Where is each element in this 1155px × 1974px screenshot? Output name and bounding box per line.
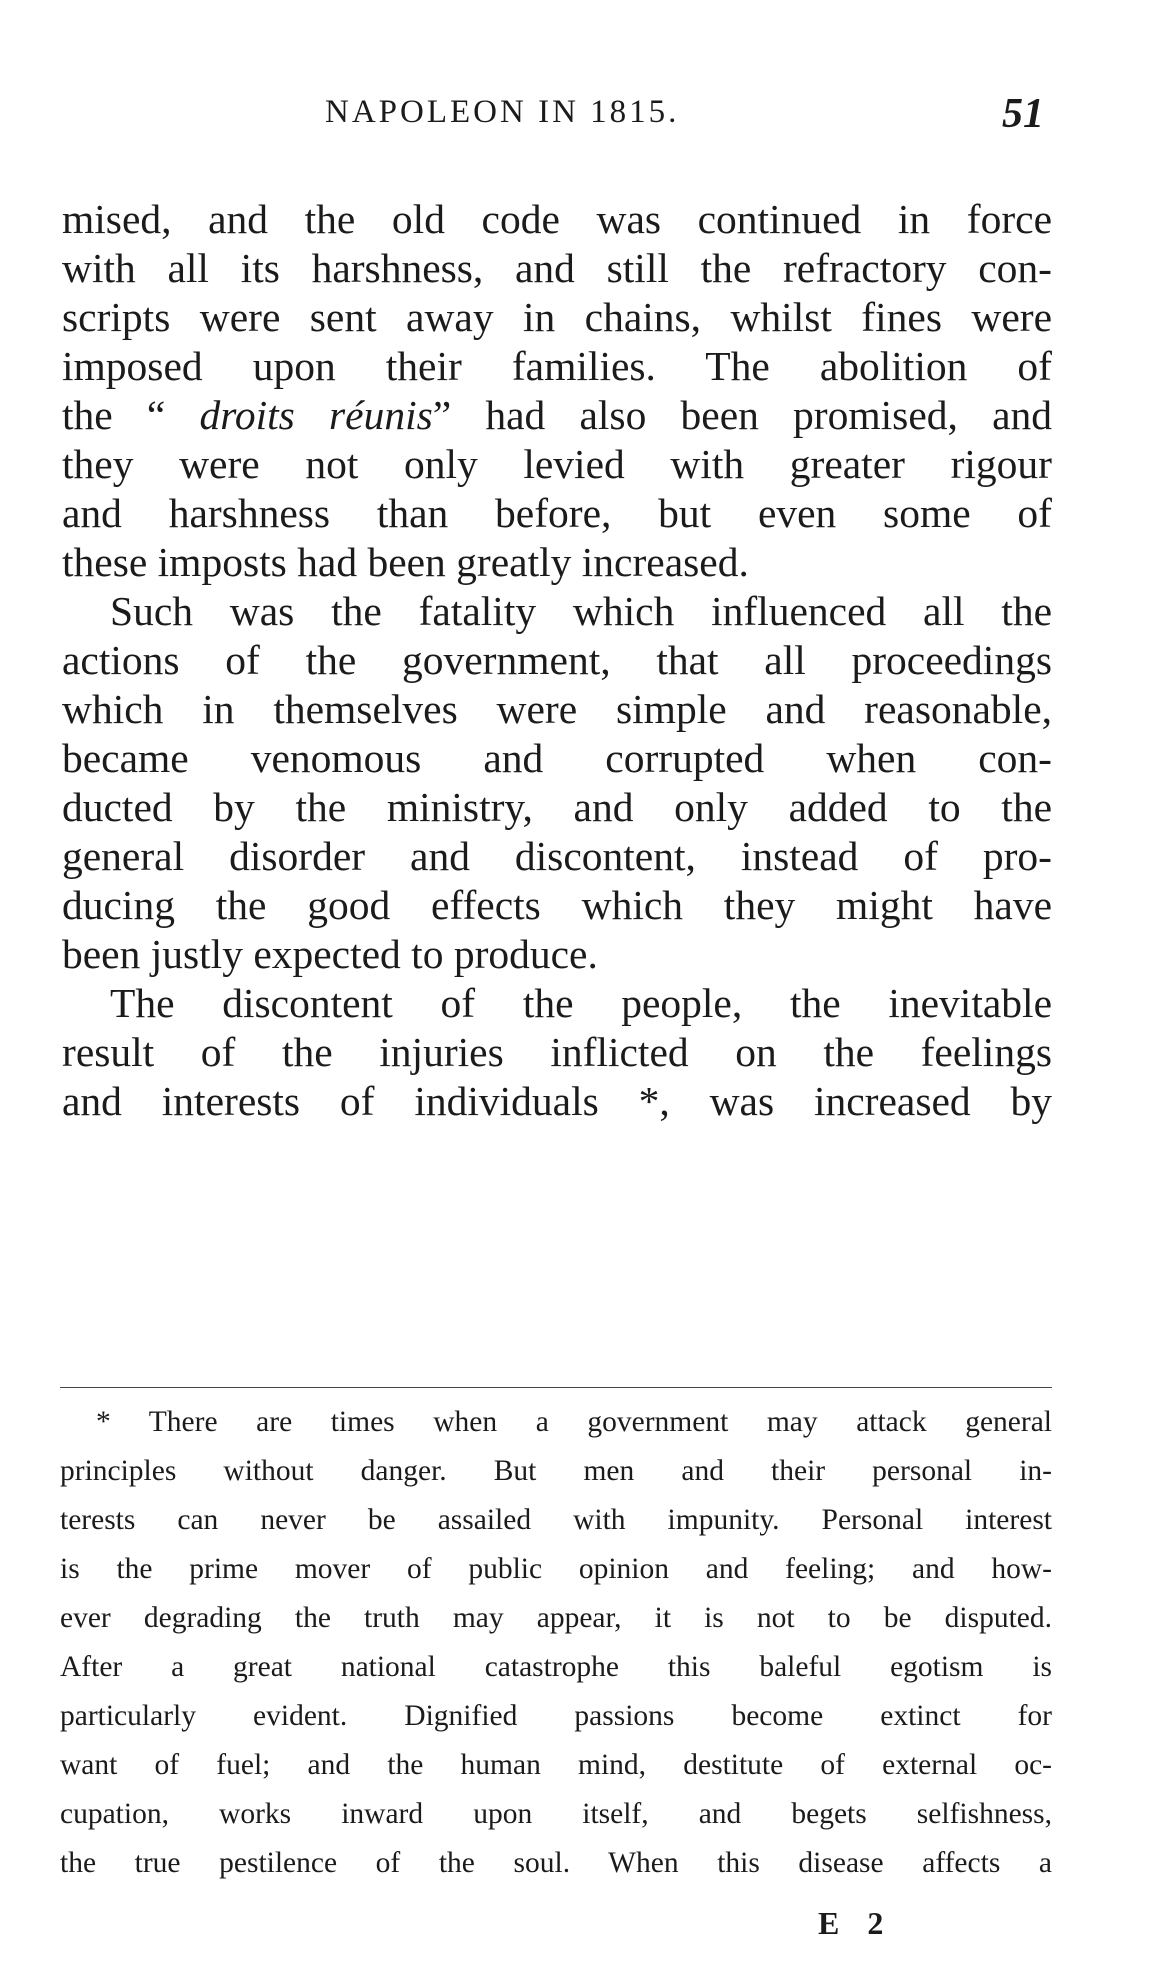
body-line: general disorder and discontent, instead of pro-	[62, 833, 1052, 879]
body-text-run: ” had also been promised, and	[432, 392, 1052, 438]
body-line: these imposts had been greatly increased.	[62, 539, 749, 585]
body-line: and harshness than before, but even some of	[62, 490, 1052, 536]
body-line: been justly expected to produce.	[62, 931, 598, 977]
body-line: The discontent of the people, the inevitable	[110, 980, 1052, 1026]
footnote-line: want of fuel; and the human mind, destitute of external oc-	[60, 1749, 1052, 1781]
body-line: ducing the good effects which they might have	[62, 882, 1052, 928]
body-text-run: the “	[62, 392, 200, 438]
running-head	[0, 91, 1155, 144]
body-line: they were not only levied with greater rigour	[62, 441, 1052, 487]
footnote-line: * There are times when a government may attack general	[96, 1406, 1052, 1438]
footnote-line: terests can never be assailed with impunity. Personal interest	[60, 1504, 1052, 1536]
signature-mark: E 2	[818, 1905, 894, 1941]
body-line: Such was the fatality which influenced all the	[110, 588, 1052, 634]
body-line: imposed upon their families. The abolition of	[62, 343, 1052, 389]
body-line: and interests of individuals *, was increased by	[62, 1078, 1052, 1124]
italic-phrase: droits réunis	[199, 392, 433, 438]
footnote-line: the true pestilence of the soul. When this disease affects a	[60, 1847, 1052, 1879]
footnote-line: ever degrading the truth may appear, it is not to be disputed.	[60, 1602, 1052, 1634]
footnote-line: cupation, works inward upon itself, and begets selfishness,	[60, 1798, 1052, 1830]
footnote-line: principles without danger. But men and their personal in-	[60, 1455, 1052, 1487]
running-title: NAPOLEON IN 1815.	[325, 94, 680, 130]
footnote-rule	[60, 1387, 1052, 1388]
body-line: actions of the government, that all proceedings	[62, 637, 1052, 683]
body-line: result of the injuries inflicted on the feelings	[62, 1029, 1052, 1075]
body-line: with all its harshness, and still the refractory con-	[62, 245, 1052, 291]
body-line: became venomous and corrupted when con-	[62, 735, 1052, 781]
footnote-line: is the prime mover of public opinion and feeling; and how-	[60, 1553, 1052, 1585]
footnote-line: After a great national catastrophe this baleful egotism is	[60, 1651, 1052, 1683]
body-line: which in themselves were simple and reasonable,	[62, 686, 1052, 732]
page-number: 51	[1002, 91, 1044, 137]
body-line: ducted by the ministry, and only added to the	[62, 784, 1052, 830]
body-line: scripts were sent away in chains, whilst fines were	[62, 294, 1052, 340]
footnote-line: particularly evident. Dignified passions become extinct for	[60, 1700, 1052, 1732]
body-line: mised, and the old code was continued in force	[62, 196, 1052, 242]
